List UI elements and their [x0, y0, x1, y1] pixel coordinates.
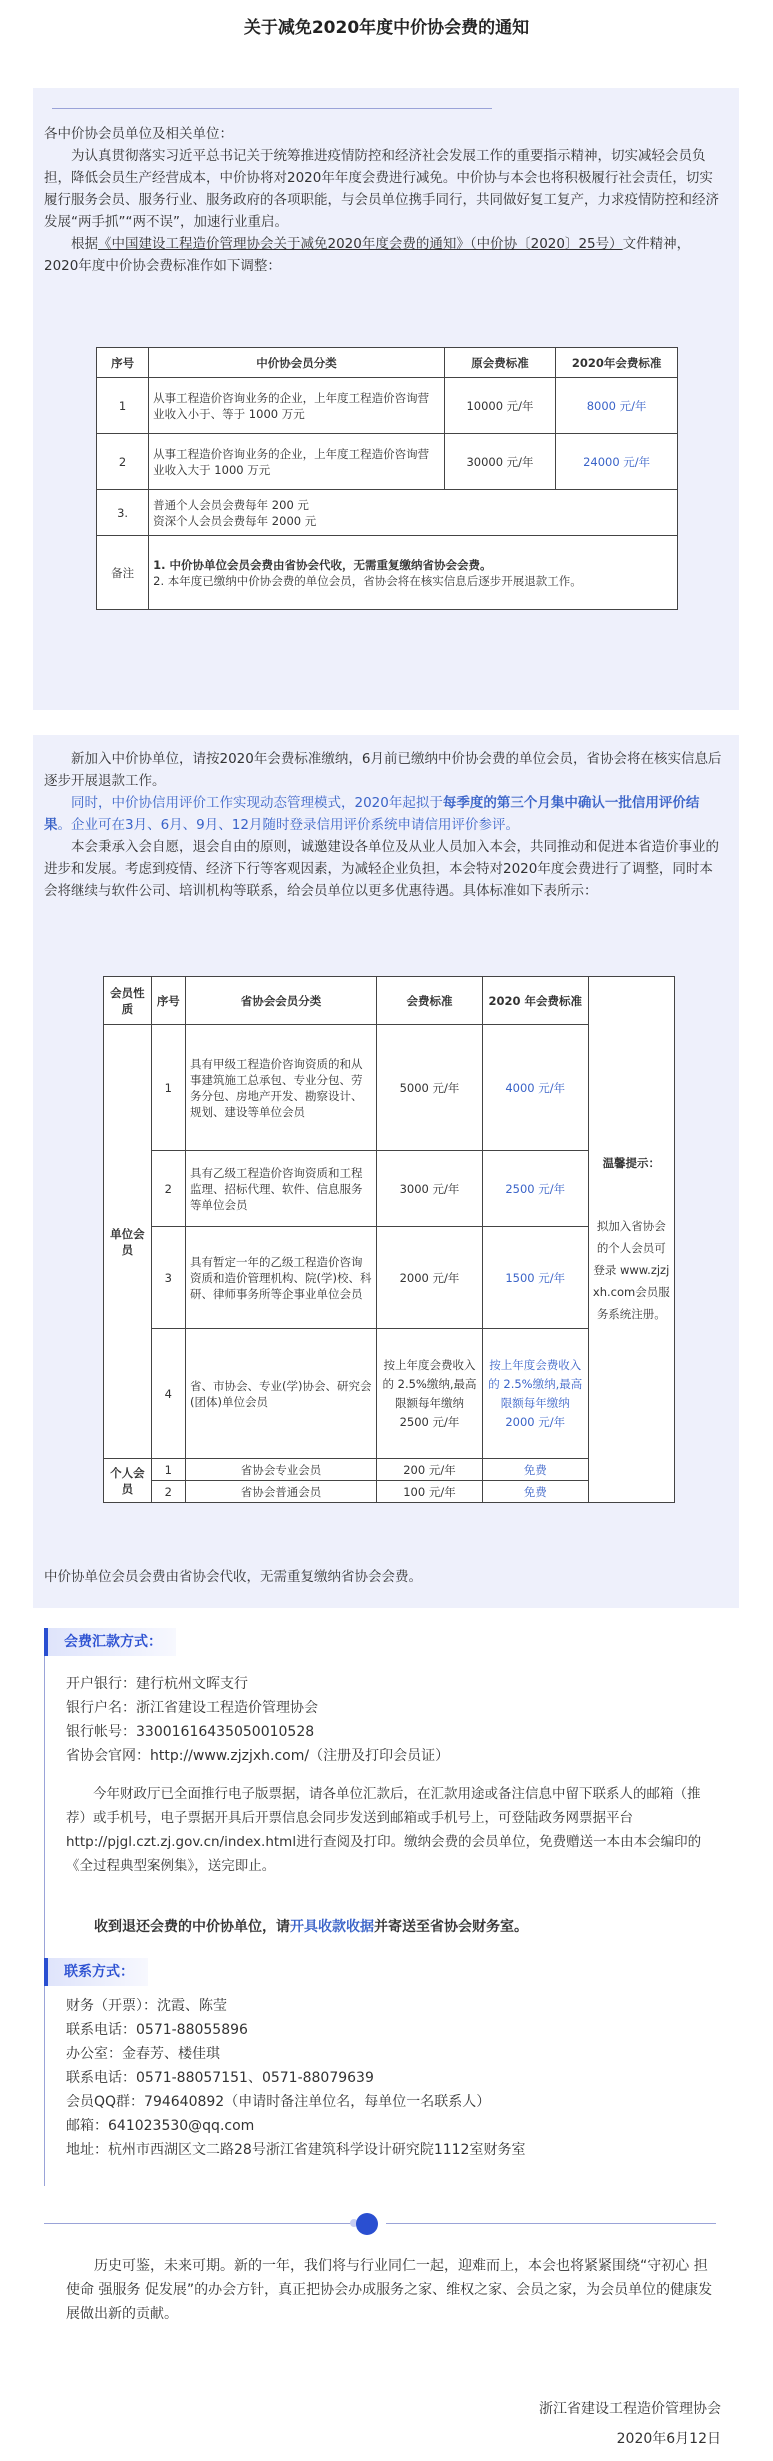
- closing-paragraph: 历史可鉴，未来可期。新的一年，我们将与行业同仁一起，迎难而上，本会也将紧紧围绕“守初心 担使命 强服务 促发展”的办会方针，真正把协会办成服务之家、维权之家、会员之家，为会员单位的健康发展做出新的贡献。: [66, 2258, 713, 2322]
- tip-cell: [588, 977, 674, 1503]
- table1-cell-2020: 24000 元/年: [556, 434, 678, 490]
- table1-note-1: 1. 中价协单位会员会费由省协会代收，无需重复缴纳省协会会费。: [153, 557, 492, 572]
- table2-cell-category: 具有乙级工程造价咨询资质和工程监理、招标代理、软件、信息服务等单位会员: [185, 1151, 376, 1227]
- table2-cell-2020: 2500 元/年: [482, 1151, 588, 1227]
- divider-dot: [356, 2213, 378, 2235]
- provincial-fee-table: [103, 976, 675, 1503]
- table2-cell-category: 省协会普通会员: [185, 1481, 376, 1503]
- salutation: 各中价协会员单位及相关单位：: [44, 126, 233, 142]
- contact-section-title: 联系方式：: [44, 1958, 148, 1986]
- page-title: 关于减免2020年度中价协会费的通知: [243, 18, 530, 38]
- table1-cell-original: 10000 元/年: [444, 378, 555, 434]
- table2-cell-2020: 免费: [482, 1481, 588, 1503]
- intro-body: 为认真贯彻落实习近平总书记关于统筹推进疫情防控和经济社会发展工作的重要指示精神，切实减轻会员负担，降低会员生产经营成本，中价协将对2020年年度会费进行减免。中价协与本会也将积极履行社会责任，切实履行服务会员、服务行业、服务政府的各项职能，与会员单位携手同行，共同做好复工复产，力求疫情防控和经济发展“两手抓”“两不误”，加速行业重启。: [44, 148, 719, 230]
- refund-text-a: 收到退还会费的中价协单位，请: [94, 1919, 290, 1935]
- table2-cell-category: 具有甲级工程造价咨询资质的和从事建筑施工总承包、专业分包、劳务分包、房地产开发、勘察设计、规划、建设等单位会员: [185, 1025, 376, 1151]
- table1-header-2020: 2020年会费标准: [556, 348, 678, 378]
- contact-info: [66, 1994, 525, 2162]
- table2-header-no: 序号: [151, 977, 185, 1025]
- table2-cell-no: 3: [151, 1227, 185, 1329]
- fee-section: [44, 748, 724, 902]
- table1-cell-no: 1: [97, 378, 149, 434]
- payment-section-title: 会费汇款方式：: [44, 1628, 176, 1656]
- table-row: [97, 434, 678, 490]
- unit-member-label: 单位会员: [104, 1025, 152, 1459]
- membership-paragraph: 本会秉承入会自愿，退会自由的原则，诚邀建设各单位及从业人员加入本会，共同推动和促进本省造价事业的进步和发展。考虑到疫情、经济下行等客观因素，为减轻企业负担，本会特对2020年度会费进行了调整，同时本会将继续与软件公司、培训机构等联系，给会员单位以更多优惠待遇。具体标准如下表所示：: [44, 839, 719, 899]
- credit-text-c: 。企业可在3月、6月、9月、12月随时登录信用评价系统申请信用评价参评。: [57, 817, 519, 833]
- table2-header-original: 会费标准: [377, 977, 483, 1025]
- account-name: 银行户名：浙江省建设工程造价管理协会: [66, 1700, 318, 1716]
- basis-suffix: 文件精神，2020年度中价协会费标准作如下调整：: [44, 236, 691, 274]
- table1-note-2: 2. 本年度已缴纳中价协会费的单位会员，省协会将在核实信息后逐步开展退款工作。: [153, 573, 582, 588]
- qq-group: 会员QQ群：794640892（申请时备注单位名，每单位一名联系人）: [66, 2094, 491, 2110]
- new-member-paragraph: 新加入中价协单位，请按2020年会费标准缴纳，6月前已缴纳中价协会费的单位会员，省协会将在核实信息后逐步开展退款工作。: [44, 751, 722, 789]
- intro-section: [44, 123, 724, 277]
- refund-instruction: [66, 1916, 716, 1938]
- finance-phone: 联系电话：0571-88055896: [66, 2022, 248, 2038]
- signature-date: 2020年6月12日: [616, 2431, 721, 2447]
- table1-header-original: 原会费标准: [444, 348, 555, 378]
- table2-cell-2020: 4000 元/年: [482, 1025, 588, 1151]
- table2-cell-original: 2000 元/年: [377, 1227, 483, 1329]
- refund-text-b: 并寄送至省协会财务室。: [374, 1919, 528, 1935]
- table2-cell-no: 1: [151, 1459, 185, 1481]
- table1-cell-category: 普通个人会员会费每年 200 元 资深个人会员会费每年 2000 元: [149, 490, 678, 536]
- table1-cell-original: 30000 元/年: [444, 434, 555, 490]
- table1-header-no: 序号: [97, 348, 149, 378]
- payment-info: [66, 1672, 449, 1768]
- tip-title: 温馨提示：: [602, 1155, 661, 1170]
- table1-cell-no: 2: [97, 434, 149, 490]
- table2-cell-category: 具有暂定一年的乙级工程造价咨询资质和造价管理机构、院(学)校、科研、律师事务所等企事业单位会员: [185, 1227, 376, 1329]
- basis-prefix: 根据: [71, 236, 98, 252]
- table2-cell-no: 2: [151, 1151, 185, 1227]
- divider-line: [52, 108, 492, 109]
- table2-cell-no: 2: [151, 1481, 185, 1503]
- basis-paragraph: [44, 233, 724, 277]
- tip-body: 拟加入省协会的个人会员可登录 www.zjzjxh.com会员服务系统注册。: [592, 1218, 670, 1321]
- receipt-link[interactable]: 开具收款收据: [290, 1919, 374, 1935]
- divider-left: [44, 2223, 354, 2224]
- table-row: [97, 536, 678, 610]
- person-member-label: 个人会员: [104, 1459, 152, 1503]
- address: 地址：杭州市西湖区文二路28号浙江省建筑科学设计研究院1112室财务室: [66, 2142, 526, 2158]
- divider-right: [386, 2223, 716, 2224]
- table1-cell-no: 3.: [97, 490, 149, 536]
- basis-document-link[interactable]: 《中国建设工程造价管理协会关于减免2020年度会费的通知》（中价协〔2020〕25号）: [98, 236, 623, 252]
- bank-name: 开户银行：建行杭州文晖支行: [66, 1676, 248, 1692]
- table2-cell-original: 3000 元/年: [377, 1151, 483, 1227]
- official-website-link[interactable]: 省协会官网：http://www.zjzjxh.com/（注册及打印会员证）: [66, 1748, 450, 1764]
- table2-cell-no: 4: [151, 1329, 185, 1459]
- office-contact: 办公室：金春芳、楼佳琪: [66, 2046, 220, 2062]
- invoice-paragraph: 今年财政厅已全面推行电子版票据，请各单位汇款后，在汇款用途或备注信息中留下联系人的邮箱（推荐）或手机号，电子票据开具后开票信息会同步发送到邮箱或手机号上，可登陆政务网票据平台http://pjgl.czt.zj.gov.cn/index.html进行查阅及打印。缴纳会费的会员单位，免费赠送一本由本会编印的《全过程典型案例集》，送完即止。: [66, 1786, 702, 1874]
- table2-header-type: 会员性质: [104, 977, 152, 1025]
- zhongjiaxie-fee-table: [96, 347, 678, 610]
- table2-footnote: 中价协单位会员会费由省协会代收，无需重复缴纳省协会会费。: [44, 1569, 422, 1585]
- table2-header-category: 省协会会员分类: [185, 977, 376, 1025]
- office-phone: 联系电话：0571-88057151、0571-88079639: [66, 2070, 374, 2086]
- table1-note-label: 备注: [97, 536, 149, 610]
- contact-section-bar: [44, 1986, 45, 2186]
- credit-text-highlight: 每季度的第三个月集中确认一批信用评价结果: [44, 795, 700, 833]
- finance-contact: 财务（开票）：沈霞、陈莹: [66, 1998, 227, 2014]
- table2-cell-2020: 1500 元/年: [482, 1227, 588, 1329]
- credit-text-a: 同时，中价协信用评价工作实现动态管理模式，2020年起拟于: [71, 795, 443, 811]
- credit-paragraph: [44, 792, 724, 836]
- table1-header-category: 中价协会员分类: [149, 348, 445, 378]
- table2-cell-original: 5000 元/年: [377, 1025, 483, 1151]
- payment-section-bar: [44, 1656, 45, 1996]
- table2-header-2020: 2020 年会费标准: [482, 977, 588, 1025]
- table1-cell-category: 从事工程造价咨询业务的企业，上年度工程造价咨询营业收入大于 1000 万元: [149, 434, 445, 490]
- table2-cell-category: 省协会专业会员: [185, 1459, 376, 1481]
- table1-cell-category: 从事工程造价咨询业务的企业，上年度工程造价咨询营业收入小于、等于 1000 万元: [149, 378, 445, 434]
- table2-cell-original: 100 元/年: [377, 1481, 483, 1503]
- table2-cell-original: 按上年度会费收入的 2.5%缴纳,最高限额每年缴纳 2500 元/年: [377, 1329, 483, 1459]
- table2-cell-no: 1: [151, 1025, 185, 1151]
- table1-note: [149, 536, 678, 610]
- table1-cell-2020: 8000 元/年: [556, 378, 678, 434]
- table2-cell-original: 200 元/年: [377, 1459, 483, 1481]
- table-row: [97, 490, 678, 536]
- signature-org: 浙江省建设工程造价管理协会: [539, 2401, 721, 2417]
- table-row: [97, 378, 678, 434]
- table2-cell-2020: 免费: [482, 1459, 588, 1481]
- table2-cell-2020: 按上年度会费收入的 2.5%缴纳,最高限额每年缴纳 2000 元/年: [482, 1329, 588, 1459]
- account-number: 银行帐号：33001616435050010528: [66, 1724, 315, 1740]
- email[interactable]: 邮箱：641023530@qq.com: [66, 2118, 255, 2134]
- table2-cell-category: 省、市协会、专业(学)协会、研究会(团体)单位会员: [185, 1329, 376, 1459]
